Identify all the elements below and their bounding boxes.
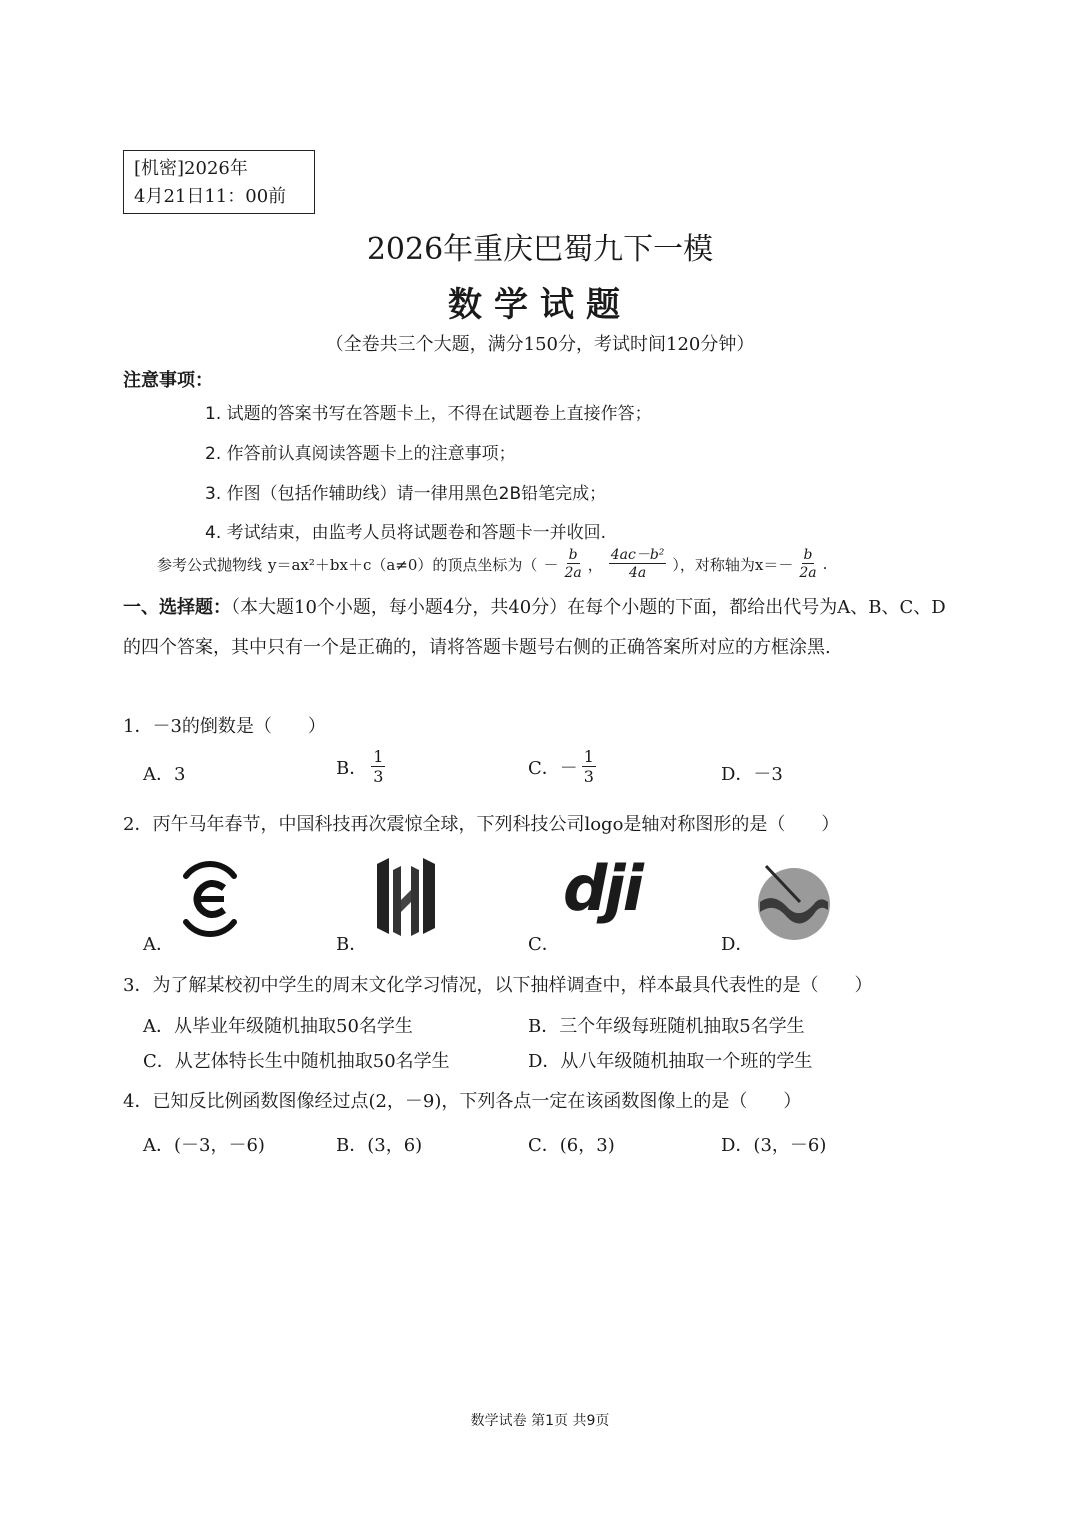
fraction-denominator: 2a	[564, 565, 582, 581]
note-item: 1. 试题的答案书写在答题卡上，不得在试题卷上直接作答；	[205, 404, 652, 424]
option-fraction	[371, 749, 385, 785]
q4-option-d: D．(3，－6)	[721, 1135, 827, 1156]
q3-option-a: A．从毕业年级随机抽取50名学生	[143, 1016, 413, 1037]
fraction-denominator: 3	[373, 767, 384, 786]
question-3-stem: 3．为了解某校初中学生的周末文化学习情况，以下抽样调查中，样本最具代表性的是（ ）	[123, 975, 873, 996]
fraction-denominator: 4a	[628, 565, 647, 581]
vertex-x-fraction	[564, 548, 581, 580]
page-footer: 数学试卷 第1页 共9页	[470, 1413, 610, 1429]
vertex-y-fraction	[609, 548, 667, 580]
logo-b-image	[375, 856, 437, 936]
q2-option-b: B．	[336, 934, 368, 955]
question-4-stem: 4．已知反比例函数图像经过点(2，－9)，下列各点一定在该函数图像上的是（ ）	[123, 1091, 802, 1112]
q4-option-a: A．(－3，－6)	[143, 1135, 265, 1156]
fraction-denominator: 3	[583, 767, 594, 786]
formula-end: .	[822, 555, 828, 573]
fraction-numerator: b	[568, 547, 578, 563]
exam-info: （全卷共三个大题，满分150分，考试时间120分钟）	[325, 334, 755, 355]
formula-equation: y＝ax²＋bx＋c（a≠0）的顶点坐标为（	[268, 555, 538, 574]
q1-option-c	[528, 749, 596, 785]
section-text: （本大题10个小题，每小题4分，共40分）在每个小题的下面，都给出代号为A、B、C、D的四个答案，其中只有一个是正确的，请将答题卡题号右侧的正确答案所对应的方框涂黑.	[123, 597, 946, 658]
fraction-denominator: 2a	[799, 565, 817, 581]
formula-prefix: 参考公式抛物线	[157, 555, 263, 574]
axis-fraction	[799, 548, 816, 580]
q3-option-b: B．三个年级每班随机抽取5名学生	[528, 1016, 805, 1037]
fraction-numerator: 1	[373, 747, 384, 766]
reference-formula: 参考公式抛物线 y＝ax²＋bx＋c（a≠0）的顶点坐标为（ － $\frac{b}{2a}$ ， $\frac{\text{4ac－b²}}{4a}$ ），对称轴为x＝－ $\frac{b}{2a}$ .	[157, 547, 828, 581]
q2-option-d: D．	[721, 934, 754, 955]
section-heading: 一、选择题：	[123, 597, 231, 618]
q1-option-d: D．－3	[721, 764, 783, 785]
q2-option-a: A．	[143, 934, 174, 955]
q3-option-c: C．从艺体特长生中随机抽取50名学生	[143, 1051, 450, 1072]
subject-title: 数学试题	[448, 285, 632, 325]
q3-option-d: D．从八年级随机抽取一个班的学生	[528, 1051, 813, 1072]
formula-mid: ），对称轴为x＝－	[672, 555, 794, 574]
confidential-line-2: 4月21日11：00前	[134, 186, 287, 207]
logo-d-image	[754, 862, 834, 942]
fraction-numerator: 4ac－b²	[610, 547, 665, 563]
exam-title: 2026年重庆巴蜀九下一模	[366, 232, 714, 267]
q4-option-c: C．(6，3)	[528, 1135, 615, 1156]
section-one-instructions	[123, 588, 958, 668]
option-fraction	[582, 749, 596, 785]
question-2-stem: 2．丙午马年春节，中国科技再次震惊全球，下列科技公司logo是轴对称图形的是（ ）	[123, 814, 840, 835]
logo-a-image	[178, 858, 242, 940]
option-label: B．	[336, 758, 368, 779]
q1-option-a: A．3	[143, 764, 186, 785]
q1-option-b	[336, 749, 385, 785]
q4-option-b: B．(3，6)	[336, 1135, 423, 1156]
logo-c-text: dji	[563, 852, 641, 925]
question-1-stem: 1．－3的倒数是（ ）	[123, 716, 326, 737]
notes-title: 注意事项：	[123, 370, 213, 391]
option-label: C．－	[528, 758, 578, 779]
fraction-numerator: b	[803, 547, 813, 563]
formula-comma: ，	[587, 555, 603, 574]
fraction-numerator: 1	[583, 747, 594, 766]
note-item: 3. 作图（包括作辅助线）请一律用黑色2B铅笔完成；	[205, 484, 607, 504]
confidential-line-1: [机密]2026年	[134, 158, 248, 179]
q2-option-c: C．	[528, 934, 560, 955]
confidential-box	[123, 150, 315, 214]
note-item: 4. 考试结束，由监考人员将试题卷和答题卡一并收回.	[205, 523, 607, 543]
note-item: 2. 作答前认真阅读答题卡上的注意事项；	[205, 444, 516, 464]
